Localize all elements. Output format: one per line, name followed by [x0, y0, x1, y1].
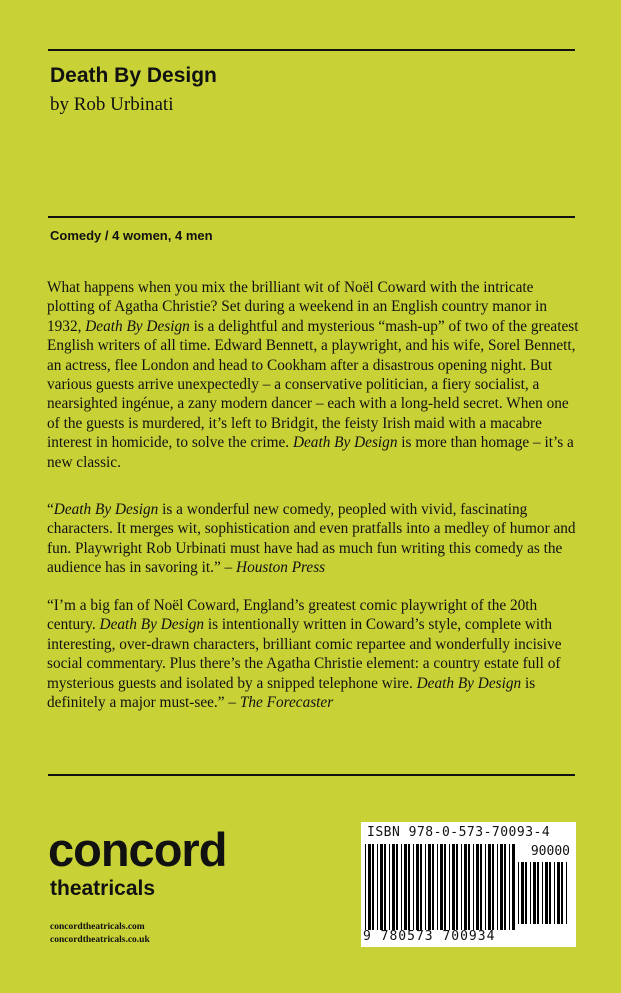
- barcode-bar: [561, 862, 563, 924]
- barcode-bar: [428, 844, 431, 930]
- text-run: is a delightful and mysterious “mash-up” of two of the greatest English writers of all time. Edward Bennett, a playwright, and his wife, Sorel Bennett, an actress, flee London and head to Cookham after a disastrous opening night. But various guests arrive unexpectedly – a conservative politician, a fiery socialist, a nearsighted ingénue, a zany modern dancer – each with a long-held secret. When one of the guests is murdered, it’s left to Bridgit, the feisty Irish maid with a macabre interest in homicide, to solve the crime.: [47, 317, 579, 452]
- italic-title-run: Death By Design: [53, 501, 159, 518]
- barcode-bar: [497, 844, 498, 930]
- italic-title-run: Death By Design: [99, 616, 205, 634]
- barcode-bar: [368, 844, 371, 930]
- text-run: What happens when you mix the brilliant wit of Noël Coward with the intricate plotting of Agatha Christie? Set during a weekend in an English country manor in 1932,: [47, 279, 548, 335]
- barcode-bar: [473, 844, 474, 930]
- author-byline: by Rob Urbinati: [50, 94, 174, 115]
- barcode-bar: [566, 862, 567, 924]
- italic-title-run: The Forecaster: [239, 694, 334, 712]
- italic-title-run: Death By Design: [292, 434, 398, 452]
- barcode-bar: [492, 844, 494, 930]
- publisher-url-uk: concordtheatricals.co.uk: [50, 935, 150, 945]
- barcode-bar: [468, 844, 470, 930]
- barcode-bar: [413, 844, 414, 930]
- text-run: is definitely a major must-see.” –: [47, 674, 536, 712]
- book-title: Death By Design: [50, 64, 217, 87]
- barcode-bar: [549, 862, 551, 924]
- text-run: “I’m a big fan of Noël Coward, England’s greatest comic playwright of the 20th century.: [47, 597, 538, 634]
- text-run: “: [47, 501, 54, 518]
- barcode-bar: [518, 862, 519, 924]
- barcode-bar: [384, 844, 386, 930]
- barcode-bar: [525, 862, 527, 924]
- isbn-barcode: [361, 822, 576, 947]
- bottom-rule: [48, 774, 575, 776]
- barcode-bar: [504, 844, 506, 930]
- barcode-bar: [380, 844, 383, 930]
- barcode-bar: [461, 844, 462, 930]
- italic-title-run: Houston Press: [236, 559, 326, 577]
- text-run: is intentionally written in Coward’s style, complete with interesting, over-drawn characters, brilliant comic repartee and wonderfully incisive social commentary. Plus there’s the Agatha Christie element: a country estate full of mysterious guests and isolated by a snipped telephone wire.: [47, 616, 562, 692]
- barcode-bar: [476, 844, 479, 930]
- addon-barcode-bars: [518, 862, 570, 924]
- barcode-bar: [437, 844, 438, 930]
- publisher-logo-concord: concord: [48, 823, 227, 876]
- barcode-bar: [440, 844, 443, 930]
- genre-cast-line: Comedy / 4 women, 4 men: [50, 228, 213, 243]
- barcode-bar: [480, 844, 482, 930]
- barcode-bar: [521, 862, 524, 924]
- addon-code: 90000: [530, 844, 570, 859]
- top-rule: [48, 49, 575, 51]
- review-quote-houston-press: [47, 500, 579, 578]
- barcode-bar: [372, 844, 374, 930]
- barcode-bar: [449, 844, 450, 930]
- ean-digits: 9 780573 700934: [363, 929, 496, 944]
- barcode-bar: [545, 862, 548, 924]
- barcode-bar: [488, 844, 491, 930]
- barcode-bar: [464, 844, 467, 930]
- barcode-bar: [530, 862, 531, 924]
- publisher-url-com: concordtheatricals.com: [50, 922, 145, 932]
- barcode-bar: [425, 844, 426, 930]
- barcode-bars: [365, 844, 515, 930]
- italic-title-run: Death By Design: [416, 674, 522, 692]
- barcode-bar: [432, 844, 434, 930]
- barcode-bar: [452, 844, 455, 930]
- publisher-logo-theatricals: theatricals: [50, 877, 156, 900]
- barcode-bar: [365, 844, 366, 930]
- review-quote-forecaster: [47, 596, 579, 712]
- barcode-bar: [554, 862, 555, 924]
- barcode-bar: [392, 844, 395, 930]
- barcode-bar: [512, 844, 515, 930]
- barcode-bar: [456, 844, 458, 930]
- barcode-bar: [500, 844, 503, 930]
- barcode-bar: [408, 844, 410, 930]
- barcode-bar: [537, 862, 539, 924]
- barcode-bar: [509, 844, 510, 930]
- text-run: is a wonderful new comedy, peopled with vivid, fascinating characters. It merges wit, sophistication and even pratfalls into a medley of humor and fun. Playwright Rob Urbinati must have had as much fun writing this comedy as the audience has in savoring it.” –: [47, 501, 576, 577]
- barcode-bar: [404, 844, 407, 930]
- barcode-bar: [401, 844, 402, 930]
- barcode-bar: [396, 844, 398, 930]
- barcode-bar: [389, 844, 390, 930]
- isbn-text: ISBN 978-0-573-70093-4: [367, 825, 551, 840]
- italic-title-run: Death By Design: [85, 317, 190, 335]
- barcode-bar: [485, 844, 486, 930]
- synopsis-paragraph: [47, 278, 579, 472]
- barcode-bar: [533, 862, 536, 924]
- barcode-bar: [444, 844, 446, 930]
- barcode-bar: [542, 862, 543, 924]
- barcode-bar: [416, 844, 419, 930]
- mid-rule: [48, 216, 575, 218]
- barcode-bar: [420, 844, 422, 930]
- text-run: is more than homage – it’s a new classic.: [47, 434, 574, 471]
- barcode-bar: [377, 844, 378, 930]
- barcode-bar: [557, 862, 560, 924]
